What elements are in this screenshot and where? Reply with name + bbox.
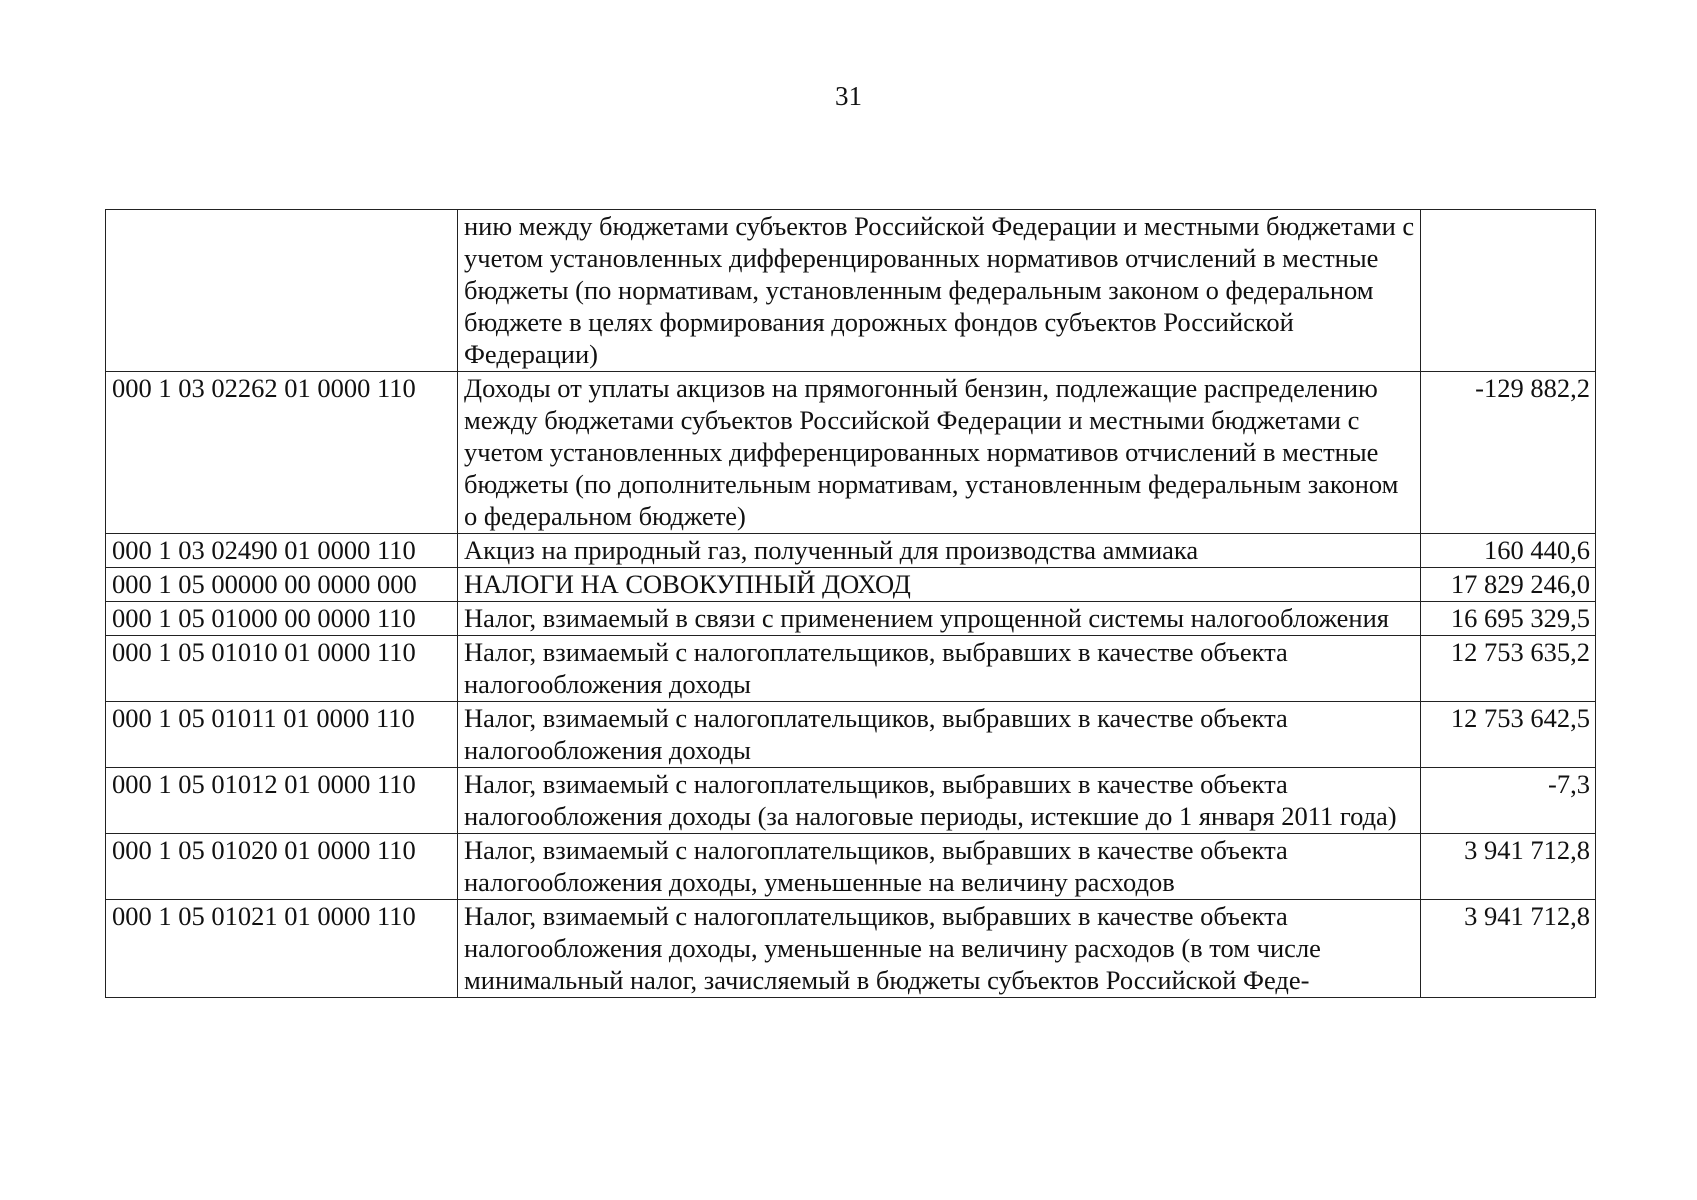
revenue-name: Доходы от уплаты акцизов на прямогонный бензин, подлежащие распределению между бюджетами субъектов Российской Федерации и местными бюджетами с учетом установленных дифференцированных нормативов отчислений в местные бюджеты (по дополнительным нормативам, установленным федеральным законом о федеральном бюджете) [458, 372, 1421, 534]
revenue-name: НАЛОГИ НА СОВОКУПНЫЙ ДОХОД [458, 568, 1421, 602]
revenue-name: Налог, взимаемый в связи с применением упрощенной системы налогообложения [458, 602, 1421, 636]
table-row [106, 534, 1596, 568]
table-row [106, 602, 1596, 636]
table-row [106, 768, 1596, 834]
revenue-code: 000 1 05 01012 01 0000 110 [106, 768, 458, 834]
table-row [106, 834, 1596, 900]
table-row [106, 702, 1596, 768]
revenue-name: Налог, взимаемый с налогоплательщиков, выбравших в качестве объекта налогообложения доходы, уменьшенные на величину расходов [458, 834, 1421, 900]
table-row [106, 372, 1596, 534]
page-number: 31 [835, 81, 862, 111]
revenue-sum: 3 941 712,8 [1421, 900, 1596, 998]
revenue-name: Налог, взимаемый с налогоплательщиков, выбравших в качестве объекта налогообложения доходы [458, 636, 1421, 702]
revenue-sum: -129 882,2 [1421, 372, 1596, 534]
revenue-code [106, 210, 458, 372]
revenue-sum [1421, 210, 1596, 372]
revenue-sum: -7,3 [1421, 768, 1596, 834]
revenue-code: 000 1 05 00000 00 0000 000 [106, 568, 458, 602]
revenue-sum: 12 753 642,5 [1421, 702, 1596, 768]
revenue-code: 000 1 05 01000 00 0000 110 [106, 602, 458, 636]
revenue-code: 000 1 03 02262 01 0000 110 [106, 372, 458, 534]
revenue-sum: 12 753 635,2 [1421, 636, 1596, 702]
revenue-code: 000 1 05 01010 01 0000 110 [106, 636, 458, 702]
revenue-code: 000 1 05 01020 01 0000 110 [106, 834, 458, 900]
revenue-sum: 17 829 246,0 [1421, 568, 1596, 602]
table-row [106, 210, 1596, 372]
table-row [106, 636, 1596, 702]
table-row [106, 568, 1596, 602]
revenue-name: Налог, взимаемый с налогоплательщиков, выбравших в качестве объекта налогообложения доходы, уменьшенные на величину расходов (в том числе минимальный налог, зачисляемый в бюджеты субъектов Российской Феде- [458, 900, 1421, 998]
revenue-name: нию между бюджетами субъектов Российской Федерации и местными бюджетами с учетом установленных дифференцированных нормативов отчислений в местные бюджеты (по нормативам, установленным федеральным законом о федеральном бюджете в целях формирования дорожных фондов субъектов Российской Федерации) [458, 210, 1421, 372]
revenue-name: Акциз на природный газ, полученный для производства аммиака [458, 534, 1421, 568]
table-row [106, 900, 1596, 998]
revenue-code: 000 1 03 02490 01 0000 110 [106, 534, 458, 568]
revenue-sum: 3 941 712,8 [1421, 834, 1596, 900]
revenue-sum: 160 440,6 [1421, 534, 1596, 568]
revenue-name: Налог, взимаемый с налогоплательщиков, выбравших в качестве объекта налогообложения доходы [458, 702, 1421, 768]
revenue-code: 000 1 05 01021 01 0000 110 [106, 900, 458, 998]
budget-revenue-table [105, 209, 1596, 998]
revenue-name: Налог, взимаемый с налогоплательщиков, выбравших в качестве объекта налогообложения доходы (за налоговые периоды, истекшие до 1 января 2011 года) [458, 768, 1421, 834]
revenue-code: 000 1 05 01011 01 0000 110 [106, 702, 458, 768]
revenue-sum: 16 695 329,5 [1421, 602, 1596, 636]
